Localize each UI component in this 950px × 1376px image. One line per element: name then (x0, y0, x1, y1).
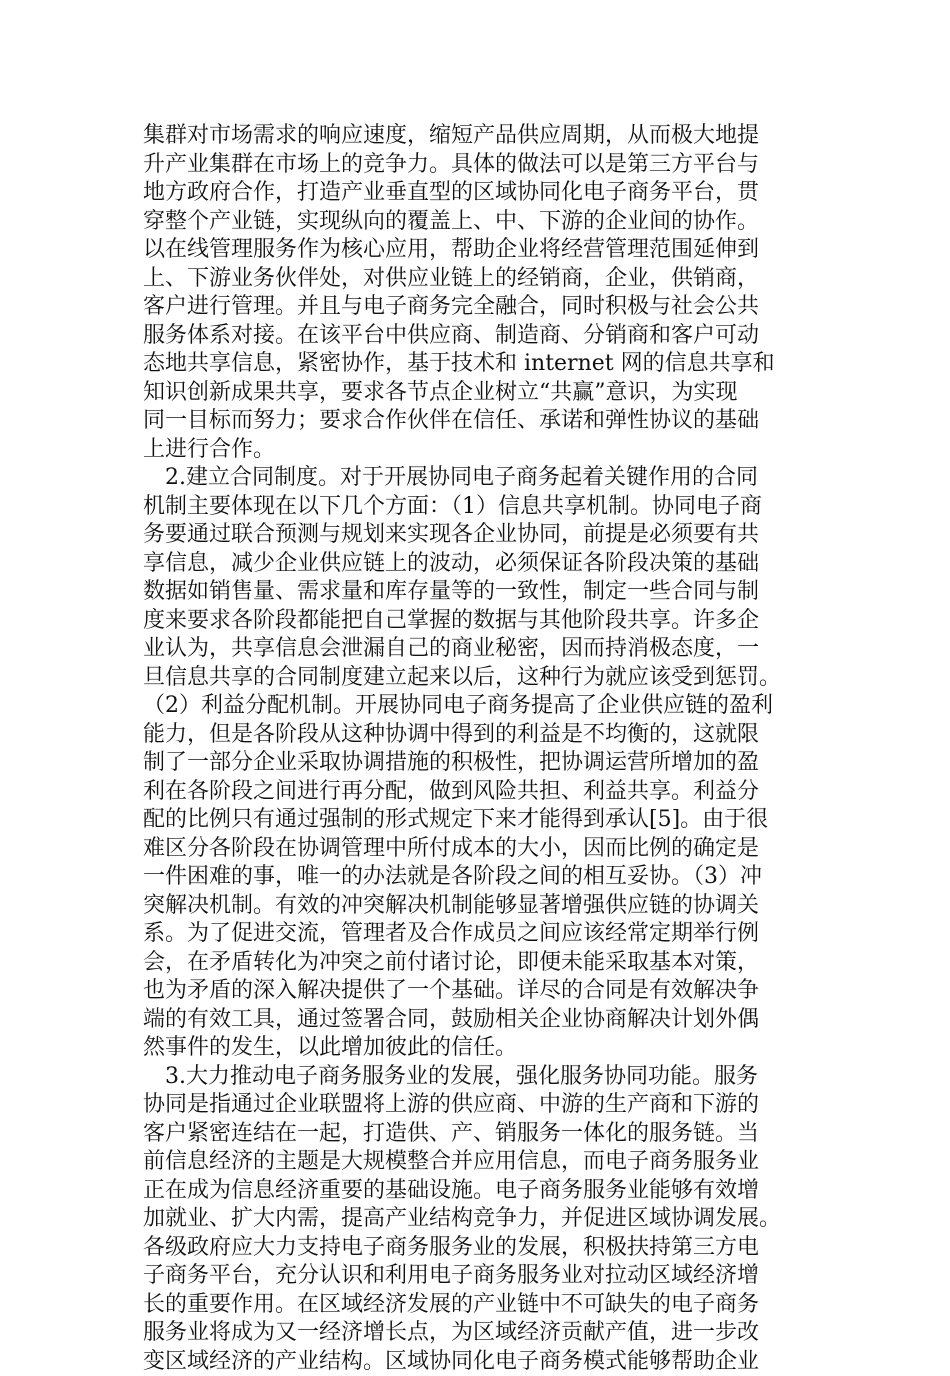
text-line: 服务体系对接。在该平台中供应商、制造商、分销商和客户可动 (143, 322, 823, 351)
text-line: 系。为了促进交流，管理者及合作成员之间应该经常定期举行例 (143, 920, 823, 949)
text-line: 客户进行管理。并且与电子商务完全融合，同时积极与社会公共 (143, 293, 823, 322)
text-line: 上进行合作。 (143, 436, 823, 465)
text-line: 子商务平台，充分认识和利用电子商务服务业对拉动区域经济增 (143, 1262, 823, 1291)
text-line: 升产业集群在市场上的竞争力。具体的做法可以是第三方平台与 (143, 151, 823, 180)
text-line: 突解决机制。有效的冲突解决机制能够显著增强供应链的协调关 (143, 892, 823, 921)
text-line: 前信息经济的主题是大规模整合并应用信息，而电子商务服务业 (143, 1148, 823, 1177)
text-line: 态地共享信息，紧密协作，基于技术和 internet 网的信息共享和 (143, 350, 823, 379)
text-line: 配的比例只有通过强制的形式规定下来才能得到承认[5]。由于很 (143, 806, 823, 835)
text-line: 会，在矛盾转化为冲突之前付诸讨论，即便未能采取基本对策， (143, 949, 823, 978)
text-line: 地方政府合作，打造产业垂直型的区域协同化电子商务平台，贯 (143, 179, 823, 208)
text-line: 数据如销售量、需求量和库存量等的一致性，制定一些合同与制 (143, 578, 823, 607)
text-line: 客户紧密连结在一起，打造供、产、销服务一体化的服务链。当 (143, 1120, 823, 1149)
text-line: 同一目标而努力；要求合作伙伴在信任、承诺和弹性协议的基础 (143, 407, 823, 436)
text-line: 也为矛盾的深入解决提供了一个基础。详尽的合同是有效解决争 (143, 977, 823, 1006)
text-line: 加就业、扩大内需，提高产业结构竞争力，并促进区域协调发展。 (143, 1205, 823, 1234)
text-line: 享信息，减少企业供应链上的波动，必须保证各阶段决策的基础 (143, 550, 823, 579)
text-line: 务要通过联合预测与规划来实现各企业协同，前提是必须要有共 (143, 521, 823, 550)
text-line: 业认为，共享信息会泄漏自己的商业秘密，因而持消极态度，一 (143, 635, 823, 664)
text-line: 旦信息共享的合同制度建立起来以后，这种行为就应该受到惩罚。 (143, 664, 823, 693)
text-line: 然事件的发生，以此增加彼此的信任。 (143, 1034, 823, 1063)
text-line: 长的重要作用。在区域经济发展的产业链中不可缺失的电子商务 (143, 1291, 823, 1320)
text-line: 上、下游业务伙伴处，对供应业链上的经销商，企业，供销商， (143, 265, 823, 294)
text-line: 利在各阶段之间进行再分配，做到风险共担、利益共享。利益分 (143, 778, 823, 807)
text-line: （2）利益分配机制。开展协同电子商务提高了企业供应链的盈利 (143, 692, 823, 721)
text-line: 制了一部分企业采取协调措施的积极性，把协调运营所增加的盈 (143, 749, 823, 778)
body-text (143, 122, 823, 1376)
paragraph-start-line: 2.建立合同制度。对于开展协同电子商务起着关键作用的合同 (143, 464, 823, 493)
text-line: 难区分各阶段在协调管理中所付成本的大小，因而比例的确定是 (143, 835, 823, 864)
text-line: 集群对市场需求的响应速度，缩短产品供应周期，从而极大地提 (143, 122, 823, 151)
text-line: 穿整个产业链，实现纵向的覆盖上、中、下游的企业间的协作。 (143, 208, 823, 237)
text-line: 机制主要体现在以下几个方面：（1）信息共享机制。协同电子商 (143, 493, 823, 522)
text-line: 端的有效工具，通过签署合同，鼓励相关企业协商解决计划外偶 (143, 1006, 823, 1035)
text-line: 协同是指通过企业联盟将上游的供应商、中游的生产商和下游的 (143, 1091, 823, 1120)
text-line: 服务业将成为又一经济增长点，为区域经济贡献产值，进一步改 (143, 1319, 823, 1348)
text-line: 度来要求各阶段都能把自己掌握的数据与其他阶段共享。许多企 (143, 607, 823, 636)
text-line: 知识创新成果共享，要求各节点企业树立“共赢”意识，为实现 (143, 379, 823, 408)
text-line: 各级政府应大力支持电子商务服务业的发展，积极扶持第三方电 (143, 1234, 823, 1263)
text-line: 正在成为信息经济重要的基础设施。电子商务服务业能够有效增 (143, 1177, 823, 1206)
paragraph-start-line: 3.大力推动电子商务服务业的发展，强化服务协同功能。服务 (143, 1063, 823, 1092)
text-line: 变区域经济的产业结构。区域协同化电子商务模式能够帮助企业 (143, 1348, 823, 1376)
text-line: 能力，但是各阶段从这种协调中得到的利益是不均衡的，这就限 (143, 721, 823, 750)
text-line: 一件困难的事，唯一的办法就是各阶段之间的相互妥协。（3）冲 (143, 863, 823, 892)
text-line: 以在线管理服务作为核心应用，帮助企业将经营管理范围延伸到 (143, 236, 823, 265)
